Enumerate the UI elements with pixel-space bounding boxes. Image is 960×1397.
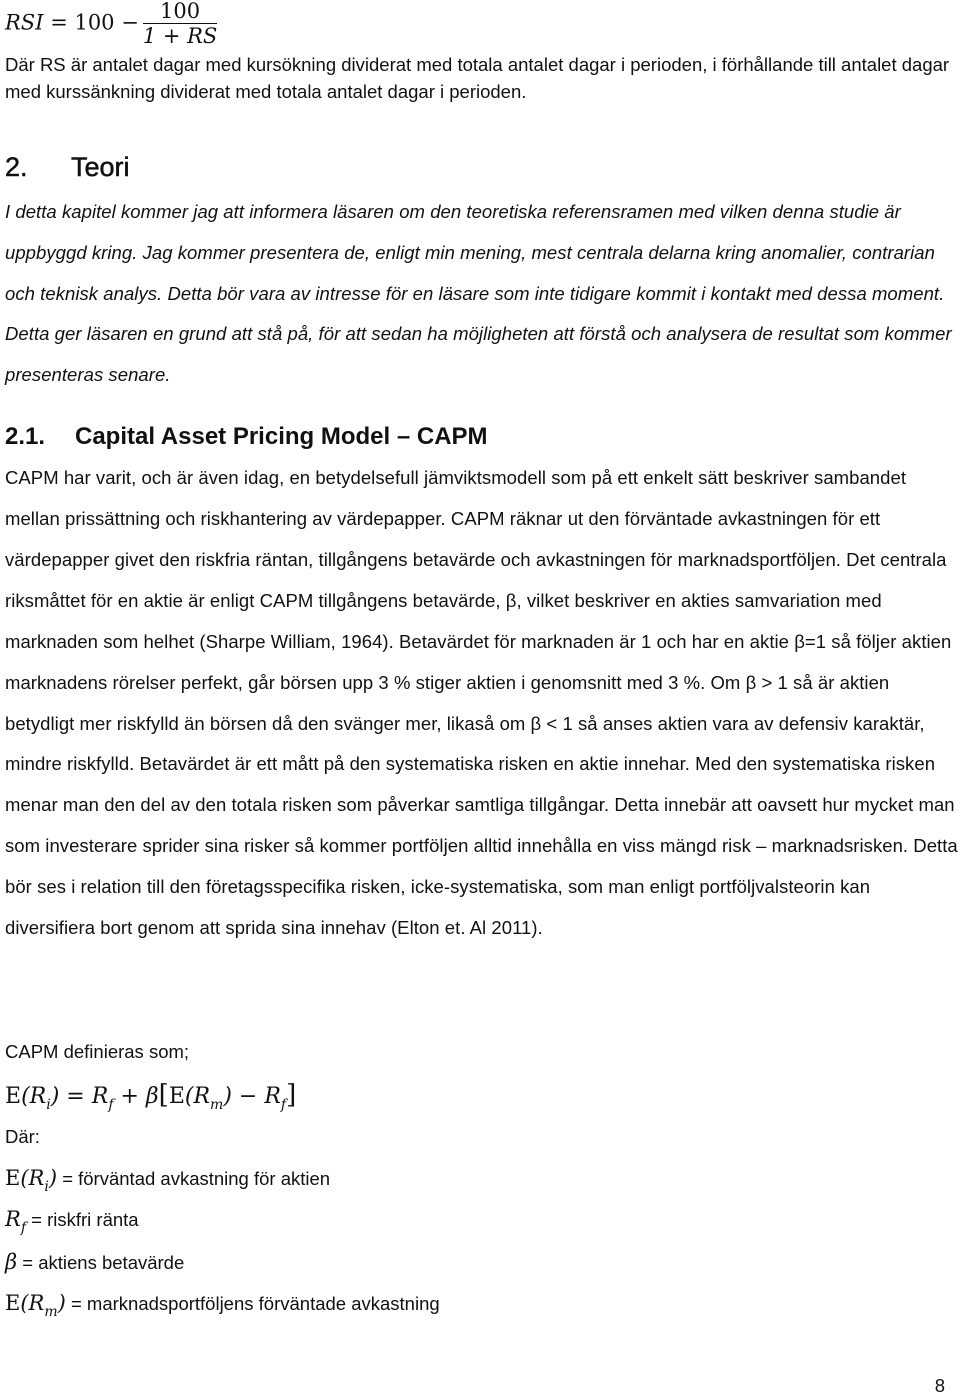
rsi-fraction [143,0,218,48]
rsi-formula-eq: = 100 − [50,10,139,35]
definition-row-market-return [5,1291,440,1320]
definition-symbol-beta: β [5,1250,18,1274]
section-2-paragraph: I detta kapitel kommer jag att informera läsaren om den teoretiska referensramen med vilken denna studie är uppbyggd kring. Jag kommer presentera de, enligt min mening, mest centrala delarna kring anomalier, contrarian och teknisk analys. Detta bör vara av intresse för en läsare som inte tidigare kommit i kontakt med dessa moment. Detta ger läsaren en grund att stå på, för att sedan ha möjligheten att förstå och analysera de resultat som kommer presenteras senare. [5,201,952,386]
dar-label: Där: [5,1126,40,1147]
rsi-fraction-denominator: 1 + RS [142,24,218,48]
definition-row-expected-return [5,1166,331,1195]
section-2-number: 2. [5,152,28,182]
section-2-1-heading [5,423,488,451]
capm-definition-label: CAPM definieras som; [5,1041,190,1062]
section-2-heading [5,152,130,183]
section-2-1-title: Capital Asset Pricing Model – CAPM [75,423,488,450]
section-2-1-paragraph: CAPM har varit, och är även idag, en betydelsefull jämviktsmodell som på ett enkelt sätt beskriver sambandet mellan prissättning och riskhantering av värdepapper. CAPM räknar ut den förväntade avkastningen för ett värdepapper givet den riskfria räntan, tillgångens betavärde och avkastningen för marknadsportföljen. Det centrala riksmåttet för en aktie är enligt CAPM tillgångens betavärde, β, vilket beskriver en akties samvariation med marknaden som helhet (Sharpe William, 1964). Betavärdet för marknaden är 1 och har en aktie β=1 så följer aktien marknadens rörelser perfekt, går börsen upp 3 % stiger aktien i genomsnitt med 3 %. Om β > 1 så är aktien betydligt mer riskfylld än börsen då den svänger mer, likaså om β < 1 så anses aktien vara av defensiv karaktär, mindre riskfylld. Betavärdet är ett mått på den systematiska risken en aktie innehar. Med den systematiska risken menar man den del av den totala risken som påverkar samtliga tillgångar. Detta innebär att oavsett hur mycket man som investerare sprider sina risker så kommer portföljen alltid innehålla en viss mängd risk – marknadsrisken. Detta bör ses i relation till den företagsspecifika risken, icke-systematiska, som man enligt portföljvalsteorin kan diversifiera bort genom att sprida sina innehav (Elton et. Al 2011). [5,467,958,939]
section-2-title: Teori [71,152,130,182]
definition-symbol-expected-return: $E(R_i)$ [5,1166,58,1195]
definition-symbol-market-return: $E(R_m)$ [5,1291,66,1320]
rsi-formula-lhs: RSI [5,10,44,35]
definition-text-riskfree: = riskfri ränta [31,1209,139,1230]
page-number: 8 [934,1375,945,1396]
rsi-formula [5,0,217,48]
intro-paragraph: Där RS är antalet dagar med kursökning dividerat med totala antalet dagar i perioden, i förhållande till antalet dagar med kurssänkning dividerat med totala antalet dagar i perioden. [5,54,950,102]
definition-text-beta: = aktiens betavärde [22,1252,185,1273]
capm-formula: $E(R_i) = R_f + \beta[E(R_m) - R_f]$ [5,1080,297,1113]
definition-row-beta [5,1250,184,1274]
rsi-fraction-numerator: 100 [143,0,218,24]
definition-symbol-riskfree: $R_f$ [5,1207,26,1236]
definition-text-market-return: = marknadsportföljens förväntade avkastning [70,1293,440,1314]
definition-row-riskfree [5,1207,139,1236]
section-2-1-number: 2.1. [5,423,46,450]
definition-text-expected-return: = förväntad avkastning för aktien [62,1168,331,1189]
